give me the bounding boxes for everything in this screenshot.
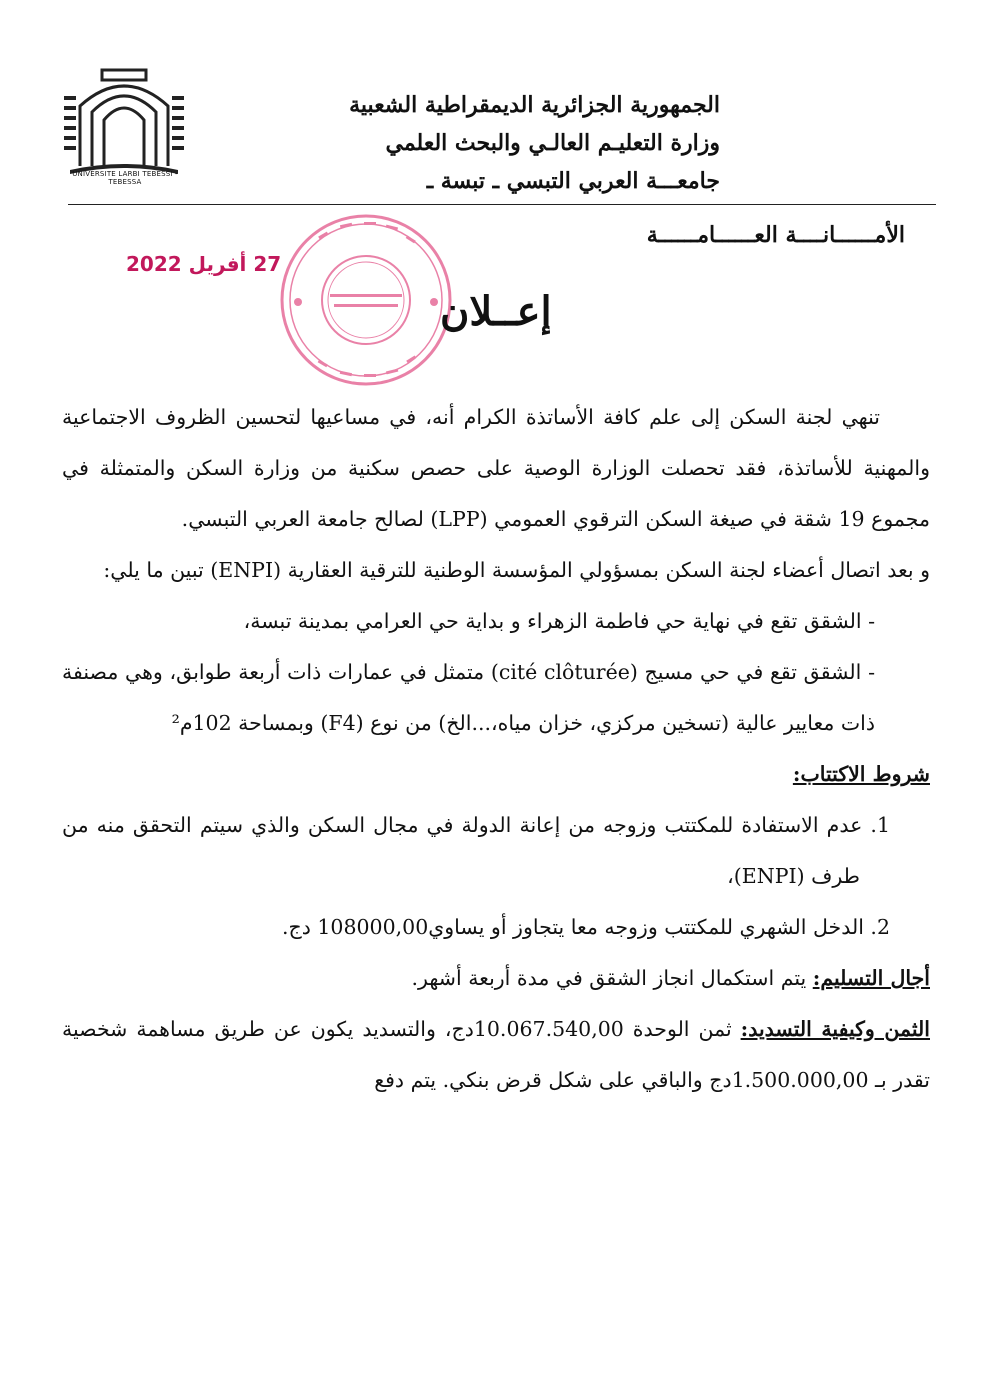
document-date: 27 أفريل 2022: [126, 252, 282, 276]
header-line-university: جامعـــة العربي التبسي ـ تبسة ـ: [426, 168, 720, 194]
list-item: 1. عدم الاستفادة للمكتتب وزوجه من إعانة الدولة في مجال السكن والذي سيتم التحقق منه من طرف (ENPI)،: [62, 813, 890, 888]
list-item: 2. الدخل الشهري للمكتتب وزوجه معا يتجاوز أو يساوي108000,00 دج.: [281, 915, 890, 939]
logo-caption: UNIVERSITE LARBI TEBESSI - TEBESSA: [72, 170, 178, 186]
secretariat-label: الأمــــــانــــة العــــــامــــــة: [646, 222, 905, 248]
conditions-list: [62, 800, 930, 953]
delivery-text: يتم استكمال انجاز الشقق في مدة أربعة أشهر.: [411, 966, 813, 990]
delivery-heading: أجال التسليم:: [812, 966, 930, 990]
bullet-features: - الشقق تقع في حي مسيج (cité clôturée) متمثل في عمارات ذات أربعة طوابق، وهي مصنفة ذات معايير عالية (تسخين مركزي، خزان مياه،...الخ) من نوع (F4) وبمساحة 102م²: [62, 660, 875, 735]
official-stamp-icon: [278, 212, 454, 388]
header-line-republic: الجمهورية الجزائرية الديمقراطية الشعبية: [349, 92, 720, 118]
announcement-body: [62, 392, 930, 1106]
price-text: ثمن الوحدة 10.067.540,00دج، والتسديد يكون عن طريق مساهمة شخصية تقدر بـ 1.500.000,00دج والباقي على شكل قرض بنكي. يتم دفع: [62, 1017, 930, 1092]
bullet-location: - الشقق تقع في نهاية حي فاطمة الزهراء و بداية حي العرامي بمدينة تبسة،: [243, 609, 875, 633]
paragraph-intro: تنهي لجنة السكن إلى علم كافة الأساتذة الكرام أنه، في مساعيها لتحسين الظروف الاجتماعية والمهنية للأساتذة، فقد تحصلت الوزارة الوصية على حصص سكنية من وزارة السكن والمتمثلة في مجموع 19 شقة في صيغة السكن الترقوي العمومي (LPP) لصالح جامعة العربي التبسي.: [62, 405, 930, 531]
price-heading: الثمن وكيفية التسديد:: [740, 1017, 930, 1041]
document-header: [349, 86, 720, 200]
header-line-ministry: وزارة التعليـم العالـي والبحث العلمي: [385, 130, 720, 156]
paragraph-contact: و بعد اتصال أعضاء لجنة السكن بمسؤولي المؤسسة الوطنية للترقية العقارية (ENPI) تبين ما يلي:: [103, 558, 930, 582]
paragraph-price: [62, 1004, 930, 1106]
paragraph-delivery: [62, 953, 930, 1004]
header-divider: [68, 204, 936, 205]
conditions-heading: شروط الاكتتاب:: [792, 762, 930, 786]
university-logo-icon: [60, 66, 188, 182]
announcement-title: إعــلان: [440, 288, 552, 335]
